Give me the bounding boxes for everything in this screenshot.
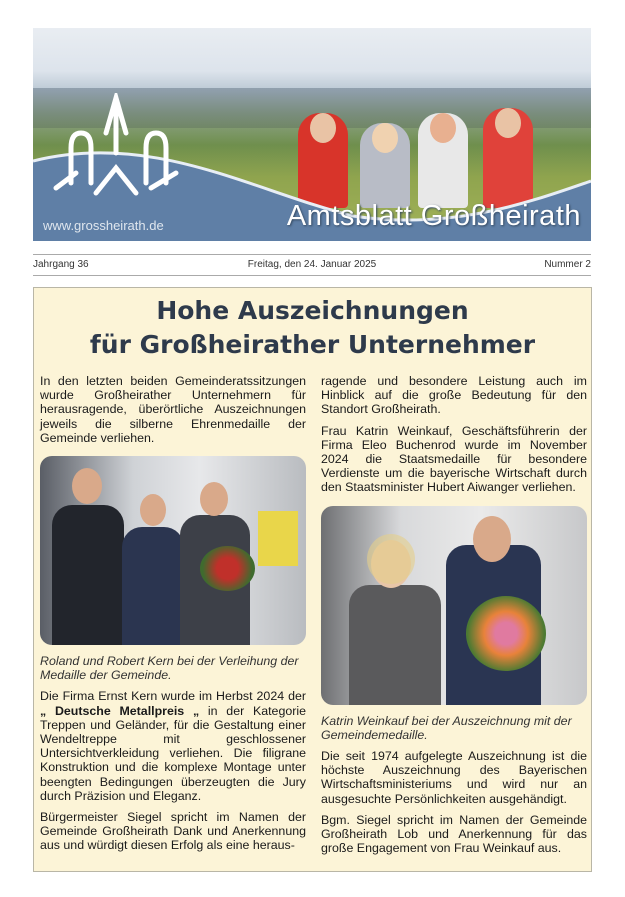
paragraph: ragende und besondere Leistung auch im Hinblick auf die große Bedeutung für den Standort Großheirath. (321, 374, 587, 417)
paragraph: In den letzten beiden Gemeinderatssitzungen wurde Großheirather Unternehmern für herausragende, überörtliche Auszeichnungen jeweils die silberne Ehrenmedaille der Gemeinde verliehen. (40, 374, 306, 445)
church-logo-icon (41, 93, 191, 203)
left-column (40, 374, 306, 860)
issue-info-bar (33, 254, 591, 276)
photo-caption: Katrin Weinkauf bei der Auszeichnung mit der Gemeindemedaille. (321, 713, 572, 742)
text: in der Kategorie Treppen und Geländer, für die Gestaltung einer Wendeltreppe mit geschlossener Untersichtverkleidung verliehen. Die filigrane Konstruktion und die komplexe Montage unter beengten Bedingungen überzeugten die Jury durch Präzision und Eleganz. (40, 703, 306, 803)
paragraph: Bürgermeister Siegel spricht im Namen der Gemeinde Großheirath Dank und Anerkennung aus und würdigt diesen Erfolg als eine heraus- (40, 810, 306, 853)
issue-number: Nummer 2 (544, 259, 591, 270)
paragraph: Frau Katrin Weinkauf, Geschäftsführerin der Firma Eleo Buchenrod wurde im November 2024 die Staatsmedaille für besondere Verdienste um die bayerische Wirtschaft durch den Staatsminister Hubert Aiwanger verliehen. (321, 423, 587, 495)
article-headline (34, 294, 591, 362)
weinkauf-award-photo (321, 506, 587, 705)
website-url: www.grossheirath.de (43, 218, 164, 233)
issue-date: Freitag, den 24. Januar 2025 (247, 259, 377, 270)
headline-line-1: Hohe Auszeichnungen (156, 296, 469, 325)
volume-label: Jahrgang 36 (33, 259, 89, 270)
paragraph (40, 689, 306, 803)
text: Die Firma Ernst Kern wurde im Herbst 2024 der (40, 689, 306, 704)
award-name: „ Deutsche Metallpreis „ (40, 703, 200, 718)
photo-caption: Roland und Robert Kern bei der Verleihung der Medaille der Gemeinde. (40, 654, 299, 683)
masthead-banner (33, 28, 591, 241)
paragraph: Die seit 1974 aufgelegte Auszeichnung ist die höchste Auszeichnung des Bayerischen Wirtschaftsministeriums und wird nur an ausgesuchte Persönlichkeiten ausgehändigt. (321, 749, 587, 806)
newsletter-title: Amtsblatt Großheirath (286, 200, 581, 232)
headline-line-2: für Großheirather Unternehmer (89, 330, 536, 359)
article-box (33, 287, 592, 872)
paragraph: Bgm. Siegel spricht im Namen der Gemeinde Großheirath Lob und Anerkennung für das große Engagement von Frau Weinkauf aus. (321, 812, 587, 856)
right-column (321, 374, 587, 862)
kern-award-photo (40, 456, 306, 645)
